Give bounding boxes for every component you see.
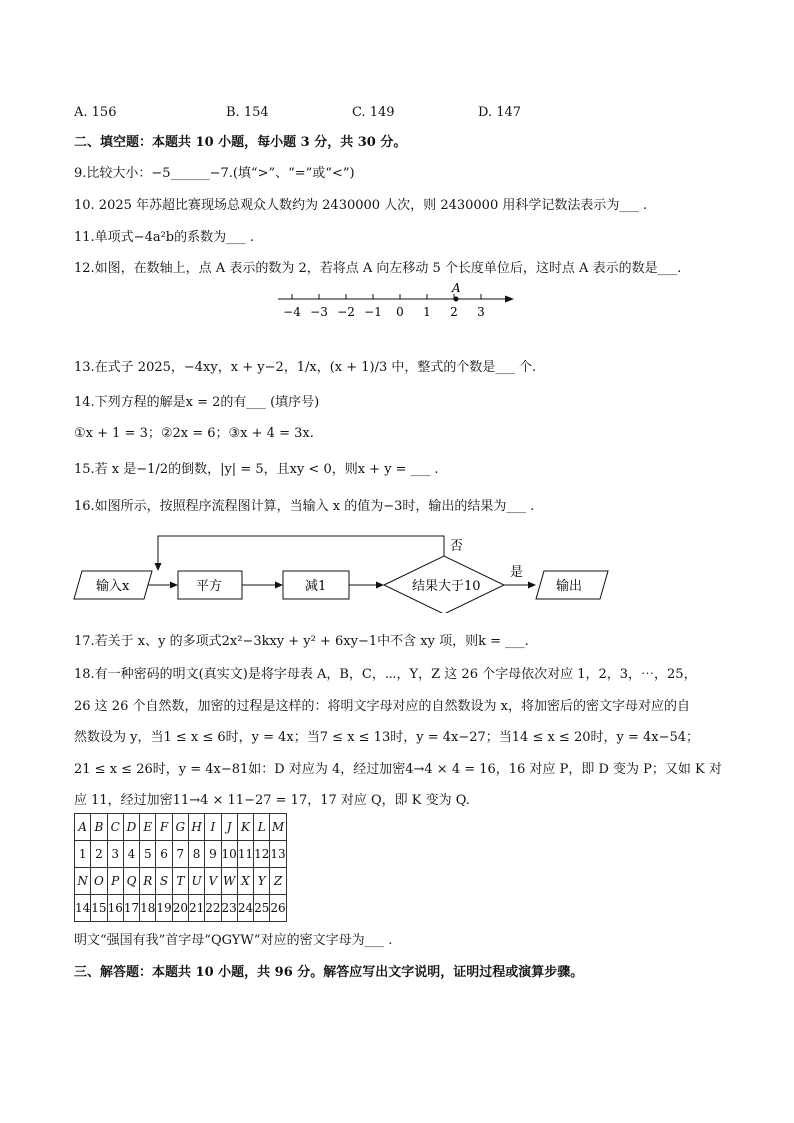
question-18-line-3: 然数设为 y，当1 ≤ x ≤ 6时，y = 4x；当7 ≤ x ≤ 13时，y = 4x−27；当14 ≤ x ≤ 20时，y = 4x−54； bbox=[74, 730, 700, 745]
cipher-row-numbers-1 bbox=[75, 841, 287, 868]
number-line-tick-label: −3 bbox=[310, 305, 328, 319]
question-9: 9.比较大小：−5______−7.(填“>”、“=”或“<”) bbox=[74, 166, 355, 181]
cipher-letter-cell: P bbox=[107, 868, 123, 895]
cipher-number-cell: 6 bbox=[156, 841, 172, 868]
cipher-letter-cell: S bbox=[156, 868, 172, 895]
cipher-number-cell: 16 bbox=[107, 895, 123, 922]
cipher-number-cell: 8 bbox=[188, 841, 204, 868]
cipher-number-cell: 11 bbox=[237, 841, 253, 868]
cipher-letter-cell: L bbox=[254, 814, 270, 841]
cipher-table bbox=[74, 813, 287, 922]
cipher-number-cell: 7 bbox=[172, 841, 188, 868]
cipher-letter-cell: E bbox=[140, 814, 156, 841]
question-18-prompt: 明文“强国有我”首字母“QGYW”对应的密文字母为___ . bbox=[74, 933, 393, 948]
question-16: 16.如图所示，按照程序流程图计算，当输入 x 的值为−3时，输出的结果为___ . bbox=[74, 499, 535, 514]
cipher-letter-cell: I bbox=[205, 814, 221, 841]
cipher-letter-cell: H bbox=[188, 814, 204, 841]
question-11: 11.单项式−4a²b的系数为___ . bbox=[74, 230, 254, 245]
cipher-letter-cell: Q bbox=[123, 868, 139, 895]
cipher-number-cell: 21 bbox=[188, 895, 204, 922]
cipher-letter-cell: N bbox=[75, 868, 91, 895]
number-line-tick-label: −4 bbox=[283, 305, 301, 319]
option-b: B. 154 bbox=[226, 105, 269, 120]
cipher-number-cell: 1 bbox=[75, 841, 91, 868]
question-18-line-5: 应 11，经过加密11→4 × 11−27 = 17，17 对应 Q，即 K 变为 Q. bbox=[74, 793, 470, 808]
point-a-label: A bbox=[452, 281, 461, 295]
flow-square-label: 平方 bbox=[196, 579, 223, 594]
cipher-letter-cell: D bbox=[123, 814, 139, 841]
cipher-letter-cell: C bbox=[107, 814, 123, 841]
cipher-letter-cell: U bbox=[188, 868, 204, 895]
cipher-letter-cell: R bbox=[140, 868, 156, 895]
cipher-number-cell: 20 bbox=[172, 895, 188, 922]
number-line-tick-label: −1 bbox=[364, 305, 382, 319]
cipher-number-cell: 24 bbox=[237, 895, 253, 922]
flowchart-figure bbox=[72, 528, 617, 613]
number-line-tick-label: 0 bbox=[396, 305, 404, 319]
cipher-number-cell: 19 bbox=[156, 895, 172, 922]
number-line-figure bbox=[270, 280, 520, 322]
number-line-tick-label: −2 bbox=[337, 305, 355, 319]
section-heading-answer: 三、解答题：本题共 10 小题，共 96 分。解答应写出文字说明，证明过程或演算步骤。 bbox=[74, 965, 584, 980]
cipher-number-cell: 2 bbox=[91, 841, 107, 868]
number-line-tick-label: 2 bbox=[450, 305, 458, 319]
cipher-number-cell: 10 bbox=[221, 841, 237, 868]
cipher-letter-cell: M bbox=[270, 814, 286, 841]
cipher-letter-cell: W bbox=[221, 868, 237, 895]
cipher-letter-cell: A bbox=[75, 814, 91, 841]
question-13: 13.在式子 2025，−4xy，x + y−2，1/x，(x + 1)/3 中，整式的个数是___ 个. bbox=[74, 360, 537, 375]
cipher-row-numbers-2 bbox=[75, 895, 287, 922]
cipher-letter-cell: B bbox=[91, 814, 107, 841]
cipher-number-cell: 4 bbox=[123, 841, 139, 868]
option-a: A. 156 bbox=[74, 105, 117, 120]
flow-decision-label: 结果大于10 bbox=[412, 579, 481, 594]
cipher-number-cell: 17 bbox=[123, 895, 139, 922]
option-d: D. 147 bbox=[478, 105, 522, 120]
option-c: C. 149 bbox=[352, 105, 395, 120]
cipher-number-cell: 12 bbox=[254, 841, 270, 868]
section-heading-fill-in: 二、填空题：本题共 10 小题，每小题 3 分，共 30 分。 bbox=[74, 135, 407, 150]
number-line-tick-label: 3 bbox=[477, 305, 485, 319]
question-15: 15.若 x 是−1/2的倒数，|y| = 5，且xy < 0，则x + y = ___ . bbox=[74, 462, 439, 477]
question-12: 12.如图，在数轴上，点 A 表示的数为 2，若将点 A 向左移动 5 个长度单位后，这时点 A 表示的数是___. bbox=[74, 261, 682, 276]
cipher-number-cell: 14 bbox=[75, 895, 91, 922]
cipher-row-letters-1 bbox=[75, 814, 287, 841]
flow-output-label: 输出 bbox=[556, 579, 583, 594]
question-14: 14.下列方程的解是x = 2的有___ (填序号) bbox=[74, 395, 320, 410]
cipher-letter-cell: T bbox=[172, 868, 188, 895]
cipher-number-cell: 15 bbox=[91, 895, 107, 922]
cipher-letter-cell: F bbox=[156, 814, 172, 841]
cipher-number-cell: 26 bbox=[270, 895, 286, 922]
question-14-options: ①x + 1 = 3；②2x = 6；③x + 4 = 3x. bbox=[74, 426, 314, 441]
question-18-line-1: 18.有一种密码的明文(真实文)是将字母表 A，B，C，⋯，Y，Z 这 26 个字母依次对应 1，2，3，⋯，25， bbox=[74, 667, 697, 682]
point-a-marker bbox=[454, 297, 459, 302]
cipher-number-cell: 5 bbox=[140, 841, 156, 868]
cipher-letter-cell: O bbox=[91, 868, 107, 895]
cipher-number-cell: 9 bbox=[205, 841, 221, 868]
cipher-number-cell: 18 bbox=[140, 895, 156, 922]
flow-no-label: 否 bbox=[450, 539, 464, 554]
cipher-number-cell: 3 bbox=[107, 841, 123, 868]
cipher-number-cell: 22 bbox=[205, 895, 221, 922]
cipher-number-cell: 23 bbox=[221, 895, 237, 922]
cipher-letter-cell: Z bbox=[270, 868, 286, 895]
flow-minus-label: 减1 bbox=[305, 579, 327, 594]
cipher-letter-cell: G bbox=[172, 814, 188, 841]
cipher-number-cell: 13 bbox=[270, 841, 286, 868]
cipher-number-cell: 25 bbox=[254, 895, 270, 922]
cipher-letter-cell: X bbox=[237, 868, 253, 895]
flow-yes-label: 是 bbox=[510, 565, 524, 580]
cipher-row-letters-2 bbox=[75, 868, 287, 895]
question-17: 17.若关于 x、y 的多项式2x²−3kxy + y² + 6xy−1中不含 xy 项，则k = ___. bbox=[74, 634, 529, 649]
number-line-tick-label: 1 bbox=[423, 305, 431, 319]
cipher-letter-cell: K bbox=[237, 814, 253, 841]
question-18-line-4: 21 ≤ x ≤ 26时，y = 4x−81如：D 对应为 4，经过加密4→4 × 4 = 16，16 对应 P，即 D 变为 P；又如 K 对 bbox=[74, 762, 722, 777]
cipher-letter-cell: Y bbox=[254, 868, 270, 895]
question-10: 10. 2025 年苏超比赛现场总观众人数约为 2430000 人次，则 2430000 用科学记数法表示为___ . bbox=[74, 198, 648, 213]
flow-input-label: 输入x bbox=[96, 579, 130, 594]
question-18-line-2: 26 这 26 个自然数，加密的过程是这样的：将明文字母对应的自然数设为 x，将加密后的密文字母对应的自 bbox=[74, 699, 690, 714]
cipher-letter-cell: J bbox=[221, 814, 237, 841]
cipher-letter-cell: V bbox=[205, 868, 221, 895]
